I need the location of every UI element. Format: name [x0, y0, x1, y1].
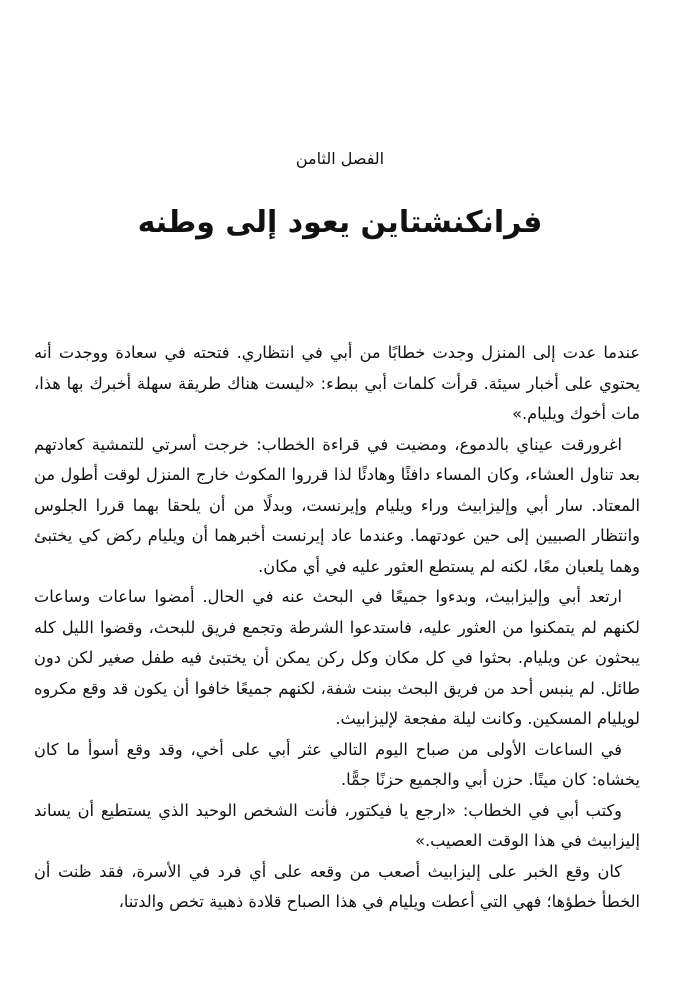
- paragraph-3: ارتعد أبي وإليزابيث، وبدءوا جميعًا في البحث عنه في الحال. أمضوا ساعات وساعات لكنهم لم يتمكنوا من العثور عليه، فاستدعوا الشرطة وتجمع فريق للبحث، وقضوا الليل كله يبحثون عن ويليام. بحثوا في كل مكان وكل ركن يمكن أن يختبئ فيه طفل صغير لكن دون طائل. لم ينبس أحد من فريق البحث ببنت شفة، لكنهم جميعًا خافوا أن يكون قد وقع مكروه لويليام المسكين. وكانت ليلة مفجعة لإليزابيث.: [34, 587, 640, 728]
- paragraph-6: كان وقع الخبر على إليزابيث أصعب من وقعه على أي فرد في الأسرة، فقد ظنت أن الخطأ خطؤها؛ فهي التي أعطت ويليام في هذا الصباح قلادة ذهبية تخص والدتنا،: [34, 861, 640, 911]
- paragraph-5: وكتب أبي في الخطاب: «ارجع يا فيكتور، فأنت الشخص الوحيد الذي يستطيع أن يساند إليزابيث في هذا الوقت العصيب.»: [34, 800, 640, 850]
- paragraph-2: اغرورقت عيناي بالدموع، ومضيت في قراءة الخطاب: خرجت أسرتي للتمشية كعادتهم بعد تناول العشاء، وكان المساء دافئًا وهادئًا لذا قرروا المكوث خارج المنزل لوقت أطول من المعتاد. سار أبي وإليزابيث وراء ويليام وإيرنست، وبدلًا من أن يلحقا بهما قررا الجلوس وانتظار الصبيين إلى حين عودتهما. وعندما عاد إيرنست أخبرهما أن ويليام ركض كي يختبئ وهما يلعبان معًا، لكنه لم يستطع العثور عليه في أي مكان.: [34, 434, 640, 576]
- paragraph-4: في الساعات الأولى من صباح اليوم التالي عثر أبي على أخي، وقد وقع أسوأ ما كان يخشاه: كان ميتًا. حزن أبي والجميع حزنًا جمًّا.: [34, 739, 640, 789]
- chapter-label: الفصل الثامن: [295, 149, 385, 168]
- paragraph-1: عندما عدت إلى المنزل وجدت خطابًا من أبي في انتظاري. فتحته في سعادة ووجدت أنه يحتوي على أخبار سيئة. قرأت كلمات أبي ببطء: «ليست هناك طريقة سهلة أخبرك بها هذا، مات أخوك ويليام.»: [34, 343, 640, 423]
- chapter-title: فرانكنشتاين يعود إلى وطنه: [137, 205, 543, 240]
- chapter-body: [34, 338, 640, 918]
